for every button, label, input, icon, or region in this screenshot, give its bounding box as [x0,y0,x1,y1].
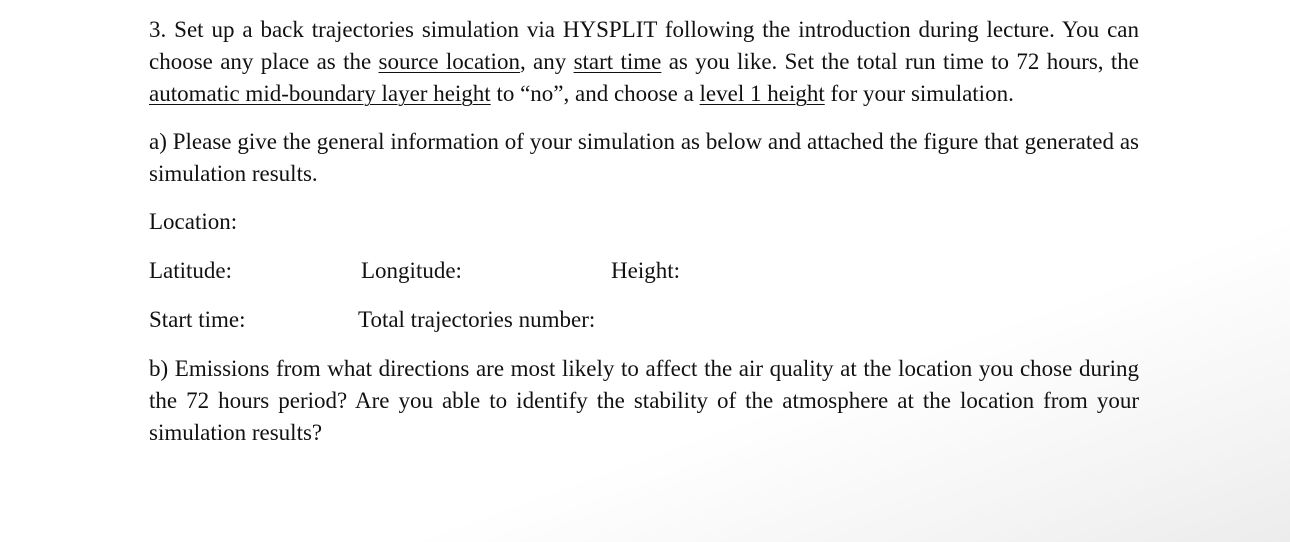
part-a: a) Please give the general information of your simulation as below and attached the figure that generated as simulation results. [149,129,1139,186]
question-3-text-2: , any [519,49,574,74]
level-1-height-term: level 1 height [699,81,825,106]
part-b: b) Emissions from what directions are most likely to affect the air quality at the location you chose during the 72 hours period? Are you able to identify the stability of the atmosphere at the location from your simulation results? [149,356,1139,445]
question-3-text-1: 3. Set up a back trajectories simulation via HYSPLIT following the introduction during lecture. You can choose any place as the [149,17,1139,74]
question-3-text-3: as you like. Set the total run time to 72 hours, the [661,49,1139,74]
location-line [149,206,1139,238]
start-time-label: Start time: [149,307,246,332]
latitude-label: Latitude: [149,258,233,283]
source-location-term: source location [378,49,520,74]
question-3 [149,14,1139,110]
total-trajectories-label: Total trajectories number: [358,307,596,332]
mid-boundary-layer-term: automatic mid-boundary layer height [149,81,491,106]
location-label: Location: [149,209,238,234]
longitude-label: Longitude: [361,258,462,283]
start-time-line [149,304,1139,336]
document-body [149,14,1139,449]
start-time-term: start time [573,49,662,74]
question-3-text-5: for your simulation. [824,81,1014,106]
height-label: Height: [611,258,680,283]
question-3-text-4: to “no”, and choose a [490,81,700,106]
coordinates-line [149,255,1139,287]
